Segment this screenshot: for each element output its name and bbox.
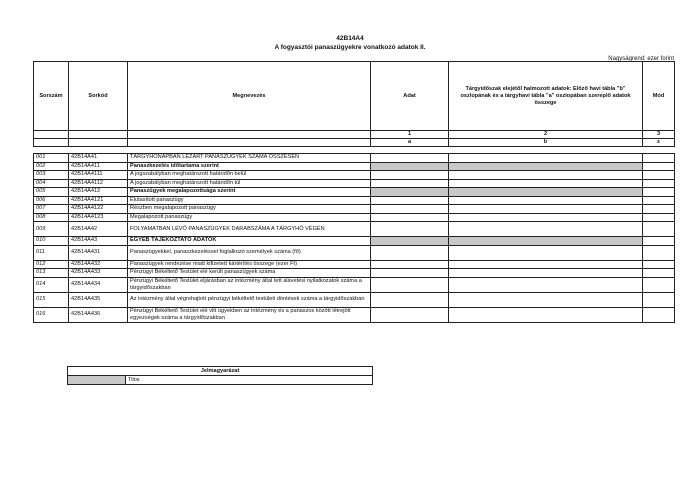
row-value-a xyxy=(371,222,449,237)
row-code: 42B14A43 xyxy=(69,237,128,246)
row-mode xyxy=(643,179,675,188)
row-mode xyxy=(643,269,675,278)
row-code: 42B14A41 xyxy=(69,154,128,163)
col-number-1: 1 xyxy=(371,131,449,139)
row-mode xyxy=(643,307,675,322)
row-mode xyxy=(643,237,675,246)
row-number: 010 xyxy=(34,237,69,246)
row-mode xyxy=(643,277,675,292)
row-value-a xyxy=(371,188,449,197)
row-name: Az intézmény által végrehajtott pénzügyi békéltető testületi döntések száma a tárgyidőszakban xyxy=(128,292,371,307)
row-value-a xyxy=(371,269,449,278)
row-mode xyxy=(643,154,675,163)
row-number: 002 xyxy=(34,162,69,171)
row-value-b xyxy=(449,205,643,214)
row-number: 001 xyxy=(34,154,69,163)
table-row xyxy=(34,205,675,214)
row-number: 005 xyxy=(34,188,69,197)
row-value-b xyxy=(449,269,643,278)
row-mode xyxy=(643,205,675,214)
row-value-b xyxy=(449,179,643,188)
row-value-b xyxy=(449,292,643,307)
row-value-b xyxy=(449,222,643,237)
row-number: 011 xyxy=(34,245,69,260)
row-number: 007 xyxy=(34,205,69,214)
table-row xyxy=(34,154,675,163)
row-name: Panaszkezelés időtartama szerint xyxy=(128,162,371,171)
data-table xyxy=(33,61,675,323)
row-value-b xyxy=(449,188,643,197)
row-name: Megalapozott panaszügy xyxy=(128,213,371,222)
row-code: 42B14A42 xyxy=(69,222,128,237)
row-name: Pénzügyi Békéltető Testület elé került panaszügyek száma xyxy=(128,269,371,278)
row-value-b xyxy=(449,171,643,180)
form-code: 42B14A4 xyxy=(336,35,364,42)
table-row xyxy=(34,292,675,307)
row-value-b xyxy=(449,277,643,292)
row-value-b xyxy=(449,213,643,222)
row-number: 006 xyxy=(34,196,69,205)
row-number: 008 xyxy=(34,213,69,222)
row-name: Panaszügyek rendezése miatt kifizetett kártérítés összege (ezer Ft) xyxy=(128,260,371,269)
row-mode xyxy=(643,213,675,222)
row-name: Panaszügyekkel, panaszkezeléssel foglalkozó személyek száma (fő) xyxy=(128,245,371,260)
row-number: 014 xyxy=(34,277,69,292)
row-number: 012 xyxy=(34,260,69,269)
col-letter-z: z xyxy=(643,139,675,147)
row-mode xyxy=(643,222,675,237)
row-code: 42B14A435 xyxy=(69,292,128,307)
row-value-b xyxy=(449,307,643,322)
legend-table xyxy=(67,366,373,385)
table-row xyxy=(34,277,675,292)
table-row xyxy=(34,213,675,222)
header-megnevezes: Megnevezés xyxy=(128,62,371,131)
row-value-a xyxy=(371,213,449,222)
row-name: A jogszabályban meghatározott határidőn túl xyxy=(128,179,371,188)
row-code: 42B14A4111 xyxy=(69,171,128,180)
row-number: 016 xyxy=(34,307,69,322)
row-code: 42B14A4112 xyxy=(69,179,128,188)
row-mode xyxy=(643,188,675,197)
row-name: FOLYAMATBAN LÉVŐ PANASZÜGYEK DARABSZÁMA A TÁRGYHÓ VÉGÉN xyxy=(128,222,371,237)
row-value-a xyxy=(371,205,449,214)
row-name: Részben megalapozott panaszügy xyxy=(128,205,371,214)
row-code: 42B14A4123 xyxy=(69,213,128,222)
header-mod: Mód xyxy=(643,62,675,131)
row-number: 015 xyxy=(34,292,69,307)
row-number: 004 xyxy=(34,179,69,188)
table-row xyxy=(34,269,675,278)
row-name: Pénzügyi Békéltető Testület eljárásban az intézmény által tett alávetési nyilatkozatok száma a tárgyidőszakban xyxy=(128,277,371,292)
row-value-b xyxy=(449,245,643,260)
row-name: EGYÉB TÁJÉKOZTATÓ ADATOK xyxy=(128,237,371,246)
table-row xyxy=(34,171,675,180)
table-row xyxy=(34,196,675,205)
unit-note: Nagyságrend: ezer forint xyxy=(608,56,674,62)
row-mode xyxy=(643,260,675,269)
row-value-a xyxy=(371,292,449,307)
row-code: 42B14A432 xyxy=(69,260,128,269)
table-row xyxy=(34,260,675,269)
row-value-a xyxy=(371,171,449,180)
col-number-3: 3 xyxy=(643,131,675,139)
row-mode xyxy=(643,162,675,171)
row-code: 42B14A4121 xyxy=(69,196,128,205)
row-name: Elutasított panaszügy xyxy=(128,196,371,205)
row-code: 42B14A4122 xyxy=(69,205,128,214)
row-value-a xyxy=(371,154,449,163)
row-value-b xyxy=(449,162,643,171)
row-value-a xyxy=(371,307,449,322)
row-value-b xyxy=(449,237,643,246)
row-name: TÁRGYHÓNAPBAN LEZÁRT PANASZÜGYEK SZÁMA ÖSSZESEN xyxy=(128,154,371,163)
row-code: 42B14A431 xyxy=(69,245,128,260)
header-sorszam: Sorszám xyxy=(34,62,69,131)
row-name: Panaszügyek megalapozottsága szerint xyxy=(128,188,371,197)
row-value-a xyxy=(371,245,449,260)
row-number: 013 xyxy=(34,269,69,278)
row-value-a xyxy=(371,260,449,269)
row-name: Pénzügyi Békéltető Testület elé vitt ügyekben az intézmény és a panaszos között létrejött egyezségek száma a tárgyidőszakban xyxy=(128,307,371,322)
header-previous: Tárgyidőszak elejétől halmozott adatok: Előző havi tábla "b" oszlopának és a tárgyhavi tábla "a" oszlopában szereplő adatok összege xyxy=(449,62,643,131)
legend-swatch xyxy=(68,376,126,385)
row-code: 42B14A436 xyxy=(69,307,128,322)
row-mode xyxy=(643,171,675,180)
row-value-b xyxy=(449,260,643,269)
table-row xyxy=(34,245,675,260)
legend-title: Jelmagyarázat xyxy=(68,367,373,376)
row-code: 42B14A434 xyxy=(69,277,128,292)
row-mode xyxy=(643,245,675,260)
col-letter-a: a xyxy=(371,139,449,147)
row-value-a xyxy=(371,196,449,205)
legend-label: Tilos xyxy=(126,376,373,385)
table-row xyxy=(34,307,675,322)
row-mode xyxy=(643,196,675,205)
row-code: 42B14A411 xyxy=(69,162,128,171)
header-adat: Adat xyxy=(371,62,449,131)
row-mode xyxy=(643,292,675,307)
form-title: A fogyasztói panaszügyekre vonatkozó adatok II. xyxy=(274,44,426,51)
row-value-a xyxy=(371,277,449,292)
table-row xyxy=(34,237,675,246)
row-value-a xyxy=(371,237,449,246)
col-letter-b: b xyxy=(449,139,643,147)
row-code: 42B14A412 xyxy=(69,188,128,197)
col-number-2: 2 xyxy=(449,131,643,139)
table-row xyxy=(34,162,675,171)
row-value-b xyxy=(449,196,643,205)
table-row xyxy=(34,222,675,237)
row-value-a xyxy=(371,179,449,188)
row-name: A jogszabályban meghatározott határidőn belül xyxy=(128,171,371,180)
row-number: 009 xyxy=(34,222,69,237)
row-value-a xyxy=(371,162,449,171)
table-row xyxy=(34,188,675,197)
header-sorkod: Sorkód xyxy=(69,62,128,131)
row-code: 42B14A433 xyxy=(69,269,128,278)
row-number: 003 xyxy=(34,171,69,180)
row-value-b xyxy=(449,154,643,163)
table-row xyxy=(34,179,675,188)
